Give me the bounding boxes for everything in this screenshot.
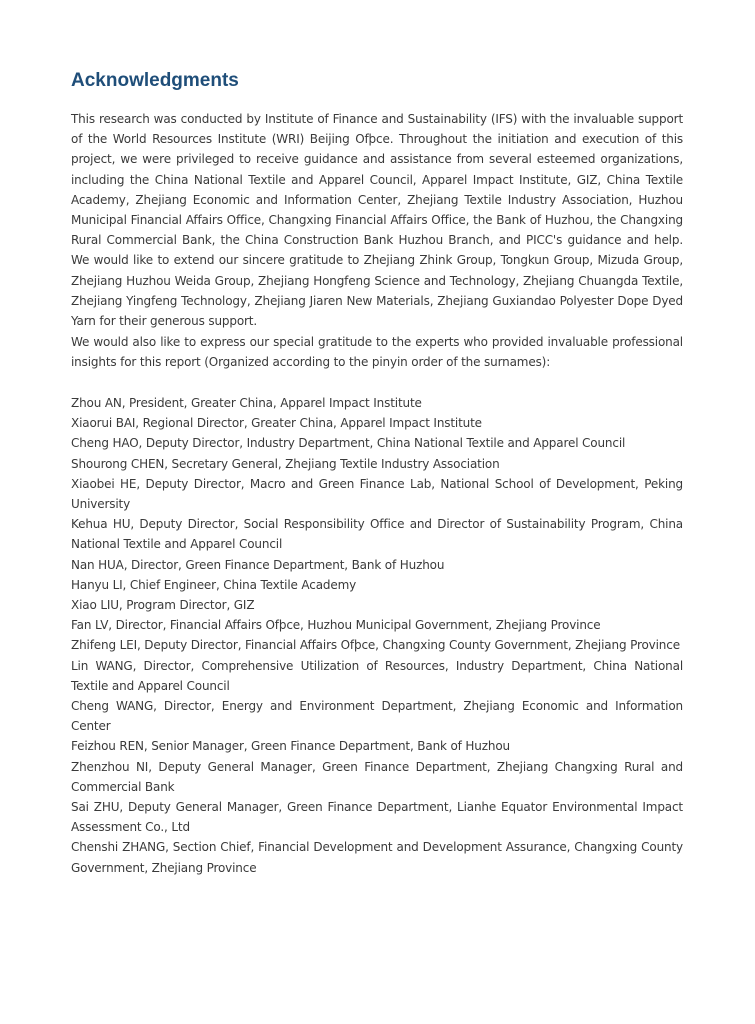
expert-entry: Feizhou REN, Senior Manager, Green Finance Department, Bank of Huzhou (71, 739, 511, 754)
expert-entry: Zhenzhou NI, Deputy General Manager, Green Finance Department, Zhejiang Changxing Rural and Commercial Bank (71, 759, 683, 794)
expert-entry: Xiaobei HE, Deputy Director, Macro and Green Finance Lab, National School of Development, Peking University (71, 476, 683, 512)
experts-intro-paragraph: We would also like to express our special gratitude to the experts who provided invaluable professional insights for this report (Organized according to the pinyin order of the surnames): (71, 335, 683, 370)
expert-entry: Hanyu LI, Chief Engineer, China Textile Academy (71, 577, 357, 592)
acknowledgment-paragraph: This research was conducted by Institute of Finance and Sustainability (IFS) with the invaluable support of the World Resources Institute (WRI) Beijing Ofþce. Throughout the initiation and execution of this project, we were privileged to receive guidance and assistance from several esteemed organizations, including the China National Textile and Apparel Council, Apparel Impact Institute, GIZ, China Textile Academy, Zhejiang Economic and Information Center, Zhejiang Textile Industry Association, Huzhou Municipal Financial Affairs Office, Changxing Financial Affairs Office, the Bank of Huzhou, the Changxing Rural Commercial Bank, the China Construction Bank Huzhou Branch, and PICC's guidance and help. We would like to extend our sincere gratitude to Zhejiang Zhink Group, Tongkun Group, Mizuda Group, Zhejiang Huzhou Weida Group, Zhejiang Hongfeng Science and Technology, Zhejiang Chuangda Textile, Zhejiang Yingfeng Technology, Zhejiang Jiaren New Materials, Zhejiang Guxiandao Polyester Dope Dyed Yarn for their generous support. (71, 112, 683, 329)
page-title: Acknowledgments (71, 70, 239, 91)
expert-entry: Nan HUA, Director, Green Finance Department, Bank of Huzhou (71, 557, 445, 572)
expert-entry: Kehua HU, Deputy Director, Social Responsibility Office and Director of Sustainability Program, China National Textile and Apparel Council (71, 517, 683, 552)
expert-entry: Cheng WANG, Director, Energy and Environment Department, Zhejiang Economic and Information Center (71, 699, 683, 734)
experts-list (71, 393, 683, 878)
expert-entry: Lin WANG, Director, Comprehensive Utilization of Resources, Industry Department, China National Textile and Apparel Council (71, 658, 683, 693)
expert-entry: Zhifeng LEI, Deputy Director, Financial Affairs Ofþce, Changxing County Government, Zhejiang Province (71, 638, 680, 653)
expert-entry: Shourong CHEN, Secretary General, Zhejiang Textile Industry Association (71, 456, 500, 471)
expert-entry: Zhou AN, President, Greater China, Apparel Impact Institute (71, 396, 422, 410)
expert-entry: Sai ZHU, Deputy General Manager, Green Finance Department, Lianhe Equator Environmental Impact Assessment Co., Ltd (71, 800, 683, 835)
expert-entry: Cheng HAO, Deputy Director, Industry Department, China National Textile and Apparel Council (71, 436, 626, 451)
expert-entry: Fan LV, Director, Financial Affairs Ofþce, Huzhou Municipal Government, Zhejiang Province (71, 618, 601, 633)
expert-entry: Chenshi ZHANG, Section Chief, Financial Development and Development Assurance, Changxing County Government, Zhejiang Province (71, 840, 683, 875)
expert-entry: Xiao LIU, Program Director, GIZ (71, 598, 255, 613)
expert-entry: Xiaorui BAI, Regional Director, Greater China, Apparel Impact Institute (71, 416, 482, 431)
